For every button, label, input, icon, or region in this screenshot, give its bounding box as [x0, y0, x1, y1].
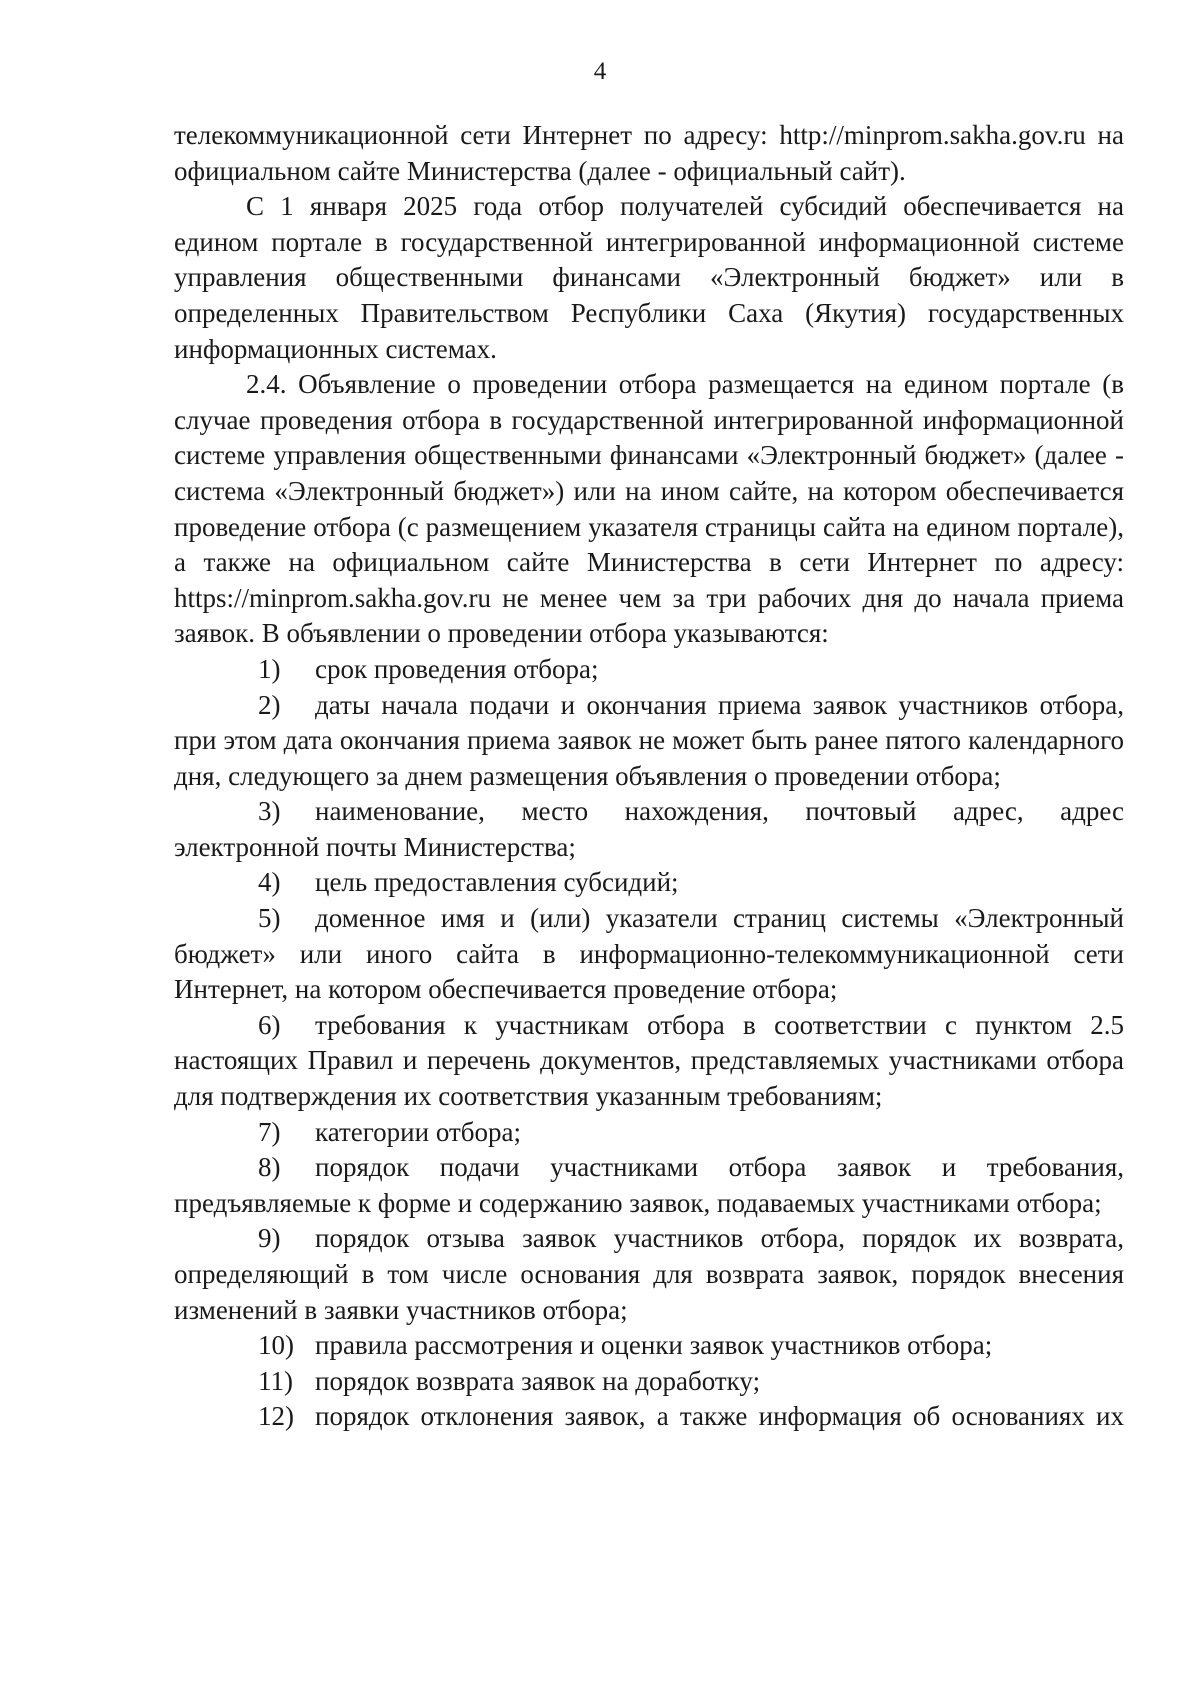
list-item [174, 1115, 1124, 1151]
list-item-number: 6) [258, 1009, 281, 1040]
list-item-text: требования к участникам отбора в соответствии с пунктом 2.5 настоящих Правил и перечень документов, представляемых участниками отбора для подтверждения их соответствия указанным требованиям; [174, 1009, 1124, 1112]
list-item-text: порядок возврата заявок на доработку; [315, 1365, 761, 1396]
list-item-number: 9) [258, 1223, 281, 1254]
list-item [174, 1008, 1124, 1115]
list-item [174, 652, 1124, 688]
list-item [174, 1364, 1124, 1400]
list-item-number: 1) [258, 653, 281, 684]
list-item-text: цель предоставления субсидий; [315, 867, 679, 898]
list-item [174, 1399, 1124, 1435]
list-item [174, 1150, 1124, 1221]
list-item-number: 7) [258, 1116, 281, 1147]
list-item-text: порядок подачи участниками отбора заявок и требования, предъявляемые к форме и содержанию заявок, подаваемых участниками отбора; [174, 1152, 1124, 1218]
paragraph-2-4-announcement: 2.4. Объявление о проведении отбора размещается на едином портале (в случае проведения отбора в государственной интегрированной информационной системе управления общественными финансами «Электронный бюджет» (далее - система «Электронный бюджет») или на ином сайте, на котором обеспечивается проведение отбора (с размещением указателя страницы сайта на едином портале), а также на официальном сайте Министерства в сети Интернет по адресу: https://minprom.sakha.gov.ru не менее чем за три рабочих дня до начала приема заявок. В объявлении о проведении отбора указываются: [174, 369, 1124, 649]
paragraph-continuation: телекоммуникационной сети Интернет по адресу: http://minprom.sakha.gov.ru на официальном сайте Министерства (далее - официальный сайт). [174, 120, 1124, 186]
list-item [174, 688, 1124, 795]
list-item [174, 794, 1124, 865]
list-item-text: наименование, место нахождения, почтовый адрес, адрес электронной почты Министерства; [174, 796, 1124, 862]
list-item [174, 1328, 1124, 1364]
list-item-text: доменное имя и (или) указатели страниц системы «Электронный бюджет» или иного сайта в информационно-телекоммуникационной сети Интернет, на котором обеспечивается проведение отбора; [174, 903, 1124, 1005]
list-item-number: 4) [258, 867, 281, 898]
list-item-text: правила рассмотрения и оценки заявок участников отбора; [315, 1330, 993, 1361]
paragraph-2025-selection: С 1 января 2025 года отбор получателей субсидий обеспечивается на едином портале в государственной интегрированной информационной системе управления общественными финансами «Электронный бюджет» или в определенных Правительством Республики Саха (Якутия) государственных информационных системах. [174, 191, 1124, 364]
list-item-number: 3) [258, 796, 281, 827]
list-item-number: 11) [258, 1365, 293, 1396]
list-item [174, 901, 1124, 1008]
list-item [174, 865, 1124, 901]
page-number: 4 [593, 58, 607, 85]
list-item [174, 1221, 1124, 1328]
list-item-text: категории отбора; [315, 1116, 521, 1147]
document-body [174, 118, 1124, 1435]
list-item-number: 2) [258, 689, 281, 720]
list-item-number: 12) [258, 1401, 294, 1432]
list-item-number: 10) [258, 1330, 294, 1361]
list-item-text: даты начала подачи и окончания приема заявок участников отбора, при этом дата окончания приема заявок не может быть ранее пятого календарного дня, следующего за днем размещения объявления о проведении отбора; [174, 689, 1124, 791]
list-item-text: порядок отзыва заявок участников отбора, порядок их возврата, определяющий в том числе основания для возврата заявок, порядок внесения изменений в заявки участников отбора; [174, 1223, 1124, 1325]
list-item-number: 8) [258, 1152, 281, 1183]
list-item-text: срок проведения отбора; [315, 653, 599, 684]
list-item-text: порядок отклонения заявок, а также информация об основаниях их [315, 1401, 1124, 1432]
list-item-number: 5) [258, 903, 281, 934]
